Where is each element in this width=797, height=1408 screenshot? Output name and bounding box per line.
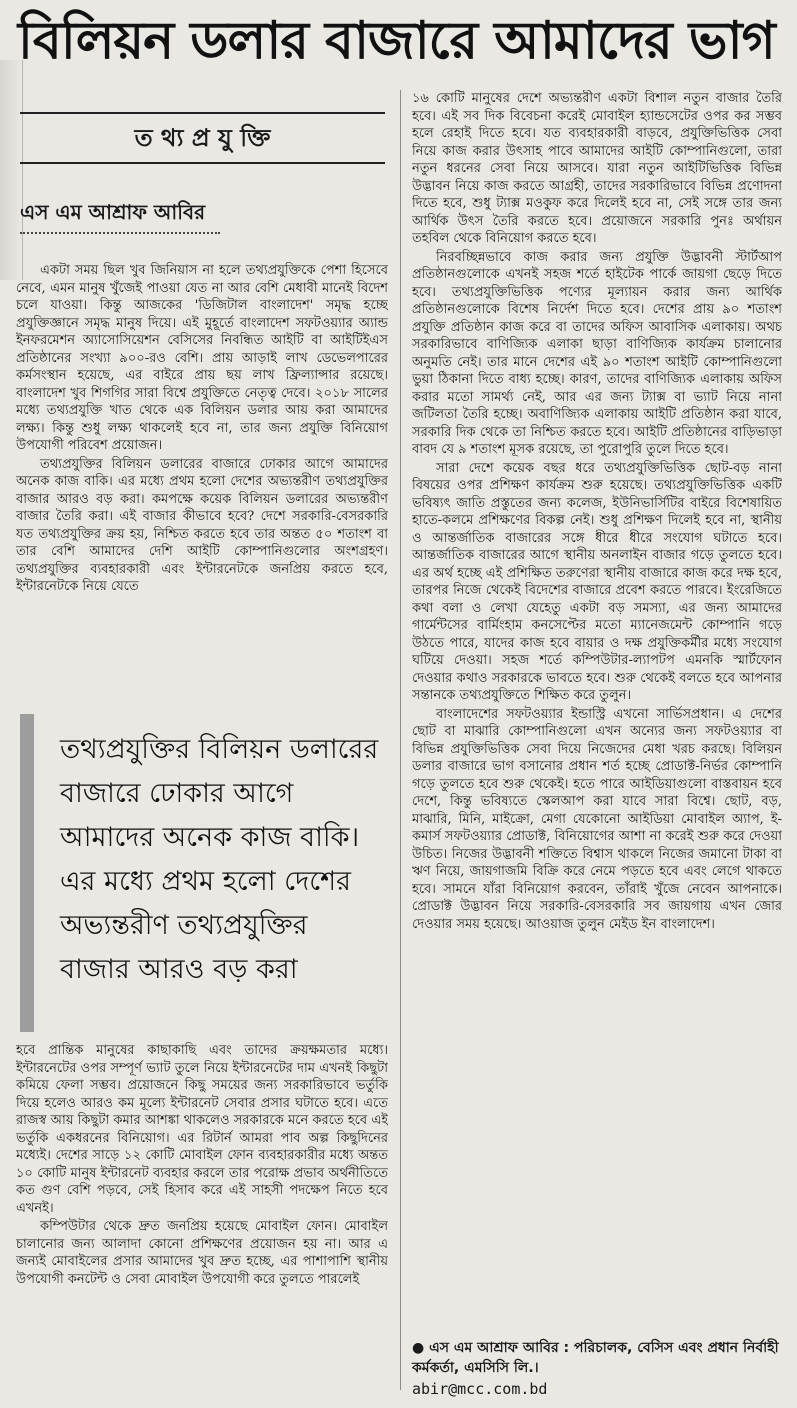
section-rule-bottom bbox=[20, 162, 385, 164]
paragraph: বাংলাদেশের সফটওয়্যার ইন্ডাস্ট্রি এখনো সার্ভিসপ্রধান। এ দেশের ছোট বা মাঝারি কোম্পানিগুলো এখন অন্যের জন্য সফটওয়্যার বা বিভিন্ন প্রযুক্তিভিত্তিক সেবা দিয়ে নিজেদের মেধা খরচ করছে। বিলিয়ন ডলার বাজারে ভাগ বসানোর প্রধান শর্ত হচ্ছে প্রোডাক্ট-নির্ভর কোম্পানি গড়ে তুলতে হবে শুরু থেকেই। হতে পারে আইডিয়াগুলো বাস্তবায়ন হবে দেশে, কিন্তু ভবিষ্যতে স্কেলআপ করা যাবে সারা বিশ্বে। ছোট, বড়, মাঝারি, মিনি, মাইক্রো, মেগা যেকোনো আইডিয়া মোবাইল অ্যাপ, ই-কমার্স সফটওয়্যার প্রোডাক্ট, বিনিয়োগের আশা না করেই শুরু করে দেওয়া উচিত। নিজের উদ্ভাবনী শক্তিতে বিশ্বাস থাকলে নিজের জমানো টাকা বা ঋণ নিয়ে, জায়গাজমি বিক্রি করে নেমে পড়তে হবে এবং লেগে থাকতে হবে। সামনে যাঁরা বিনিয়োগ করবেন, তাঁরাই খুঁজে নেবেন আপনাকে। প্রোডাক্ট উদ্ভাবন নিয়ে সরকারি-বেসরকারি সব জায়গায় এখন জোর দেওয়ার সময় হয়েছে। আওয়াজ তুলুন মেইড ইন বাংলাদেশ। bbox=[412, 706, 782, 932]
author-email: abir@mcc.com.bd bbox=[412, 1380, 548, 1398]
article-column-1-bottom bbox=[16, 1042, 388, 1400]
article-column-2 bbox=[412, 90, 782, 1335]
author-signoff: ● এস এম আশ্রাফ আবির : পরিচালক, বেসিস এবং প্রধান নির্বাহী কর্মকর্তা, এমসিসি লি.। bbox=[412, 1340, 779, 1376]
column-divider bbox=[400, 90, 401, 1390]
paragraph: হবে প্রান্তিক মানুষের কাছাকাছি এবং তাদের ক্রয়ক্ষমতার মধ্যে। ইন্টারনেটের ওপর সম্পূর্ণ ভ্যাট তুলে নিয়ে ইন্টারনেটের দাম এখনই কিছুটা কমিয়ে ফেলা সম্ভব। প্রয়োজনে কিছু সময়ের জন্য সরকারিভাবে ভর্তুকি দিয়ে হলেও আরও কম মূল্যে ইন্টারনেট সেবার প্রসার ঘটাতে হবে। এতে রাজস্ব আয় কিছুটা কমার আশঙ্কা থাকলেও সরকারকে মনে করতে হবে এই ভর্তুকি একধরনের বিনিয়োগ। এর রিটার্ন আমরা পাব অল্প কিছুদিনের মধ্যেই। দেশের সাড়ে ১২ কোটি মোবাইল ফোন ব্যবহারকারীর মধ্যে অন্তত ১০ কোটি মানুষ ইন্টারনেট ব্যবহার করলে তার পরোক্ষ প্রভাব অর্থনীতিতে কত গুণ বেশি পড়বে, সেই হিসাব করে এই সাহসী পদক্ষেপ নিতে হবে এখনই। bbox=[16, 1043, 388, 1216]
page-fold-shadow bbox=[0, 60, 23, 280]
byline-divider bbox=[20, 232, 220, 234]
article-column-1-top bbox=[16, 262, 388, 708]
pull-quote-bar bbox=[20, 714, 34, 1032]
paragraph: একটা সময় ছিল খুব জিনিয়াস না হলে তথ্যপ্রযুক্তিকে পেশা হিসেবে নেবে, এমন মানুষ খুঁজেই পাওয়া যেত না আর বেশি মেধাবী মানেই বিদেশ চলে যাওয়া। কিন্তু আজকের 'ডিজিটাল বাংলাদেশ' সমৃদ্ধ হচ্ছে প্রযুক্তিজ্ঞানে সমৃদ্ধ মানুষ দিয়ে। এই মুহূর্তে বাংলাদেশ সফটওয়্যার অ্যান্ড ইনফরমেশন অ্যাসোসিয়েশন বেসিসের নিবন্ধিত আইটি বা আইটিইএস প্রতিষ্ঠানের সংখ্যা ৯০০-রও বেশি। প্রায় আড়াই লাখ ডেভেলপারের কর্মসংস্থান হয়েছে, এর বাইরে প্রায় ছয় লাখ ফ্রিল্যান্সার রয়েছে। বাংলাদেশ খুব শিগগির সারা বিশ্বে প্রযুক্তিতে নেতৃত্ব দেবে। ২০১৮ সালের মধ্যে তথ্যপ্রযুক্তি খাত থেকে এক বিলিয়ন ডলার আয় করা আমাদের লক্ষ্য। কিন্তু শুধু লক্ষ্য থাকলেই হবে না, তার জন্য প্রযুক্তি বিনিয়োগ উপযোগী পরিবেশ প্রয়োজন। bbox=[16, 263, 388, 453]
paragraph: তথ্যপ্রযুক্তির বিলিয়ন ডলারের বাজারে ঢোকার আগে আমাদের অনেক কাজ বাকি। এর মধ্যে প্রথম হলো দেশের অভ্যন্তরীণ তথ্যপ্রযুক্তির বাজার আরও বড় করা। কমপক্ষে কয়েক বিলিয়ন ডলারের অভ্যন্তরীণ বাজার তৈরি করা। এই বাজার কীভাবে হবে? দেশে সরকারি-বেসরকারি যত তথ্যপ্রযুক্তির ক্রয় হয়, নিশ্চিত করতে হবে তার অন্তত ৫০ শতাংশ বা তার বেশি আমাদের দেশি আইটি কোম্পানিগুলোর অংশগ্রহণ। তথ্যপ্রযুক্তির ব্যবহারকারী এবং ইন্টারনেটকে জনপ্রিয় করতে হবে, ইন্টারনেটকে নিয়ে যেতে bbox=[16, 456, 388, 594]
section-rule-top bbox=[20, 112, 385, 114]
pull-quote bbox=[20, 714, 388, 1032]
section-label: ত থ্য প্র যু ক্তি bbox=[134, 124, 271, 152]
headline: বিলিয়ন ডলার বাজারে আমাদের ভাগ bbox=[18, 11, 775, 71]
paragraph: নিরবচ্ছিন্নভাবে কাজ করার জন্য প্রযুক্তি উদ্ভাবনী স্টার্টআপ প্রতিষ্ঠানগুলোকে এখনই সহজ শর্তে হাইটেক পার্কে জায়গা ছেড়ে দিতে হবে। তথ্যপ্রযুক্তিভিত্তিক পণ্যের মূল্যায়ন করার জন্য আর্থিক প্রতিষ্ঠানগুলোকে বিশেষ নির্দেশ দিতে হবে। দেশের প্রায় ৯০ শতাংশ প্রযুক্তি প্রতিষ্ঠান কাজ করে বা তাদের অফিস আবাসিক এলাকায়। অথচ সরকারিভাবে বাণিজ্যিক এলাকা ছাড়া বাণিজ্যিক কার্যক্রম চালানোর অনুমতি নেই। তার মানে দেশের এই ৯০ শতাংশ আইটি কোম্পানিগুলো ভুয়া ঠিকানা দিতে বাধ্য হচ্ছে। কারণ, তাদের বাণিজ্যিক এলাকায় অফিস করার মতো সামর্থ্য নেই, আর এর জন্য ট্যাক্স বা ভ্যাট নিয়ে নানা জটিলতা তৈরি হচ্ছে। অবাণিজ্যিক এলাকায় আইটি প্রতিষ্ঠান করা যাবে, সরকারি দিক থেকে তা নিশ্চিত করতে হবে। আইটি প্রতিষ্ঠানের বাড়িভাড়া বাবদ যে ৯ শতাংশ মূসক রয়েছে, তা পুরোপুরি তুলে দিতে হবে। bbox=[412, 249, 782, 457]
pull-quote-text: তথ্যপ্রযুক্তির বিলিয়ন ডলারের বাজারে ঢোকার আগে আমাদের অনেক কাজ বাকি। এর মধ্যে প্রথম হলো দেশের অভ্যন্তরীণ তথ্যপ্রযুক্তির বাজার আরও বড় করা bbox=[60, 734, 379, 985]
paragraph: ১৬ কোটি মানুষের দেশে অভ্যন্তরীণ একটা বিশাল নতুন বাজার তৈরি হবে। এই সব দিক বিবেচনা করেই মোবাইল হ্যান্ডসেটের ওপর কর সম্ভব হলে রেহাই দিতে হবে। যত ব্যবহারকারী বাড়বে, প্রযুক্তিভিত্তিক সেবা নিয়ে কাজ করার উৎসাহ পাবে আমাদের আইটি কোম্পানিগুলো, তারা নতুন ধরনের সেবা নিয়ে আসবে। যারা নতুন আইটিভিত্তিক বিভিন্ন উদ্ভাবন নিয়ে কাজ করতে আগ্রহী, তাদের সরকারিভাবে বিভিন্ন প্রণোদনা দিতে হবে, শুধু ট্যাক্স মওকুফ করে দিলেই হবে না, সেই সঙ্গে তার জন্য আর্থিক উৎস তৈরি করতে হবে। প্রয়োজনে সরকারি পুনঃ অর্থায়ন তহবিল থেকে বিনিয়োগ করতে হবে। bbox=[412, 91, 782, 246]
paragraph: কম্পিউটার থেকে দ্রুত জনপ্রিয় হয়েছে মোবাইল ফোন। মোবাইল চালানোর জন্য আলাদা কোনো প্রশিক্ষণের প্রয়োজন হয় না। আর এ জন্যই মোবাইলের প্রসার আমাদের খুব দ্রুত হচ্ছে, এর পাশাপাশি স্থানীয় উপযোগী কনটেন্ট ও সেবা মোবাইল উপযোগী করে তুলতে পারলেই bbox=[16, 1219, 388, 1287]
paragraph: সারা দেশে কয়েক বছর ধরে তথ্যপ্রযুক্তিভিত্তিক ছোট-বড় নানা বিষয়ের ওপর প্রশিক্ষণ কার্যক্রম শুরু হয়েছে। তথ্যপ্রযুক্তিভিত্তিক একটি ভবিষ্যৎ জাতি প্রস্তুতের জন্য কলেজ, ইউনিভার্সিটির বাইরে বিশেষায়িত হাতে-কলমে প্রশিক্ষণের বিকল্প নেই। শুধু প্রশিক্ষণ দিলেই হবে না, স্থানীয় ও আন্তর্জাতিক বাজারের সঙ্গে ধীরে ধীরে সংযোগ ঘটাতে হবে। আন্তর্জাতিক বাজারের আগে স্থানীয় অনলাইন বাজার গড়ে তুলতে হবে। এর অর্থ হচ্ছে এই প্রশিক্ষিত তরুণেরা স্থানীয় বাজারে কাজ করে দক্ষ হবে, তারপর নিজে থেকেই বিদেশের বাজারে প্রবেশ করতে পারবে। ইংরেজিতে কথা বলা ও লেখা যেহেতু একটা বড় সমস্যা, এর জন্য আমাদের গার্মেন্টসের বার্মিংহাম কনসেপ্টের মতো ম্যানেজমেন্ট কোম্পানি গড়ে উঠতে পারে, যাদের কাজ হবে বায়ার ও দক্ষ প্রযুক্তিকর্মীর মধ্যে সংযোগ ঘটিয়ে দেওয়া। সহজ শর্তে কম্পিউটার-ল্যাপটপ এমনকি স্মার্টফোন দেওয়ার কথাও সরকারকে ভাবতে হবে। শুরু থেকেই বলতে হবে আপনার সন্তানকে তথ্যপ্রযুক্তিতে শিক্ষিত করে তুলুন। bbox=[412, 460, 782, 703]
byline: এস এম আশ্রাফ আবির bbox=[20, 200, 206, 224]
